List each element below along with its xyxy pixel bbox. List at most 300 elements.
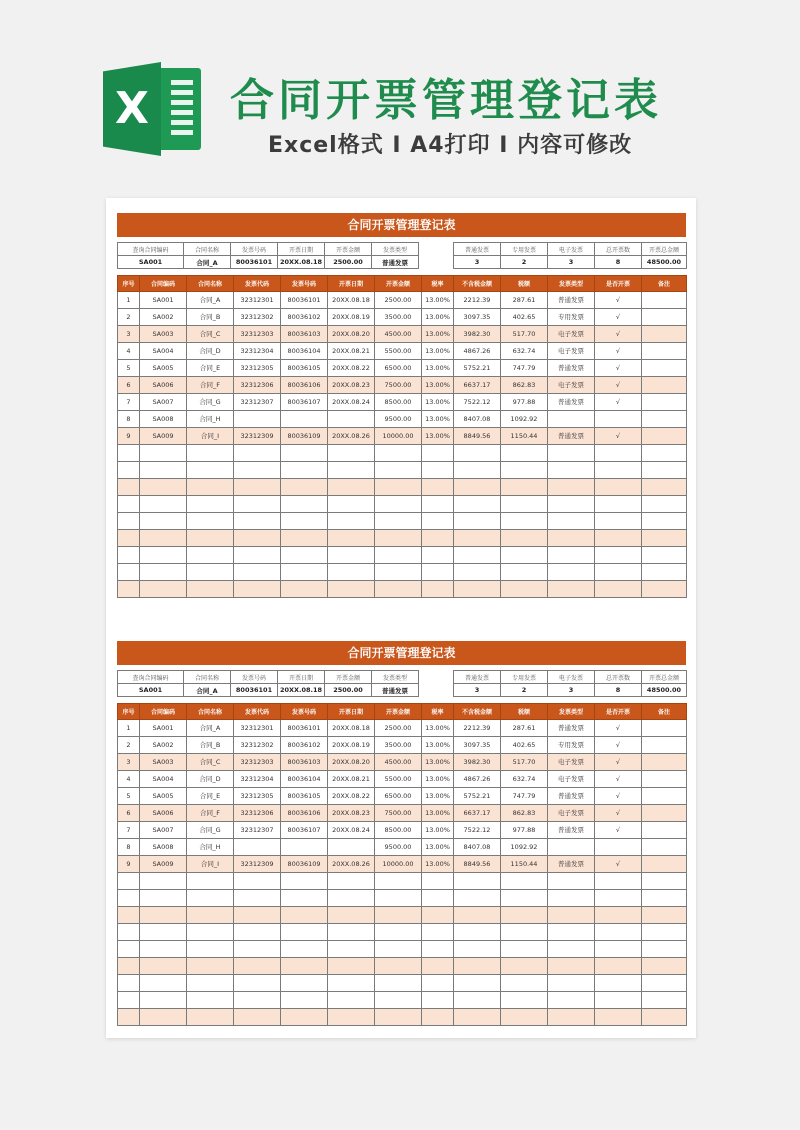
- table-cell: [642, 563, 687, 580]
- table-cell: [422, 923, 454, 940]
- table-cell: 80036101: [281, 719, 328, 736]
- table-cell: 电子发票: [548, 376, 595, 393]
- table-cell: 80036107: [281, 821, 328, 838]
- table-cell: [454, 957, 501, 974]
- table-cell: [328, 580, 375, 597]
- table-cell: 402.65: [501, 308, 548, 325]
- table-cell: [501, 889, 548, 906]
- column-header: 发票代码: [234, 275, 281, 291]
- table-cell: √: [595, 376, 642, 393]
- summary-label: 总开票数: [595, 243, 642, 256]
- table-cell: [595, 546, 642, 563]
- table-cell: [375, 957, 422, 974]
- table-cell: 32312306: [234, 804, 281, 821]
- table-cell: [454, 563, 501, 580]
- table-cell: [501, 974, 548, 991]
- table-cell: 3: [118, 753, 140, 770]
- table-cell: √: [595, 753, 642, 770]
- table-cell: [501, 529, 548, 546]
- table-cell: 2500.00: [375, 719, 422, 736]
- table-cell: 32312307: [234, 821, 281, 838]
- table-cell: 1: [118, 719, 140, 736]
- table-cell: [548, 563, 595, 580]
- table-cell: 4500.00: [375, 753, 422, 770]
- table-cell: 13.00%: [422, 410, 454, 427]
- table-cell: [501, 991, 548, 1008]
- table-cell: [642, 308, 687, 325]
- table-cell: [234, 838, 281, 855]
- table-cell: 4867.26: [454, 342, 501, 359]
- table-cell: 4: [118, 342, 140, 359]
- table-cell: [642, 427, 687, 444]
- table-cell: [548, 838, 595, 855]
- table-cell: 13.00%: [422, 821, 454, 838]
- table-cell: 合同_G: [187, 393, 234, 410]
- table-cell: [328, 991, 375, 1008]
- table-cell: 20XX.08.24: [328, 821, 375, 838]
- column-header: 不含税金额: [454, 275, 501, 291]
- table-cell: [118, 478, 140, 495]
- table-cell: 13.00%: [422, 376, 454, 393]
- table-cell: [595, 838, 642, 855]
- table-cell: [140, 580, 187, 597]
- summary-value: 20XX.08.18: [278, 256, 325, 269]
- table-cell: [281, 495, 328, 512]
- table-cell: [118, 872, 140, 889]
- table-cell: SA004: [140, 342, 187, 359]
- table-cell: [118, 529, 140, 546]
- table-cell: 普通发票: [548, 291, 595, 308]
- table-cell: [375, 495, 422, 512]
- table-cell: [548, 957, 595, 974]
- column-header: 序号: [118, 275, 140, 291]
- summary-label: 发票类型: [372, 243, 419, 256]
- table-cell: [642, 342, 687, 359]
- table-cell: 13.00%: [422, 719, 454, 736]
- table-cell: [501, 957, 548, 974]
- table-cell: [281, 991, 328, 1008]
- table-cell: [595, 872, 642, 889]
- table-cell: [328, 957, 375, 974]
- table-cell: 5500.00: [375, 770, 422, 787]
- table-cell: 5: [118, 359, 140, 376]
- table-cell: [140, 546, 187, 563]
- table-row: [118, 770, 687, 787]
- table-cell: [642, 770, 687, 787]
- table-cell: √: [595, 427, 642, 444]
- table-cell: 9: [118, 855, 140, 872]
- table-cell: [548, 410, 595, 427]
- table-cell: 合同_F: [187, 376, 234, 393]
- table-cell: [118, 974, 140, 991]
- summary-label: 开票金额: [325, 671, 372, 684]
- table-cell: 4500.00: [375, 325, 422, 342]
- table-cell: 6500.00: [375, 787, 422, 804]
- table-cell: [140, 512, 187, 529]
- table-cell: [187, 461, 234, 478]
- table-cell: 普通发票: [548, 719, 595, 736]
- table-cell: [234, 410, 281, 427]
- table-cell: 862.83: [501, 376, 548, 393]
- table-cell: [375, 991, 422, 1008]
- table-cell: [454, 923, 501, 940]
- column-header: 发票代码: [234, 703, 281, 719]
- table-cell: 普通发票: [548, 855, 595, 872]
- table-cell: 20XX.08.21: [328, 770, 375, 787]
- table-cell: [422, 529, 454, 546]
- table-cell: [140, 957, 187, 974]
- table-cell: 20XX.08.22: [328, 787, 375, 804]
- table-cell: 3982.30: [454, 325, 501, 342]
- table-cell: [642, 1008, 687, 1025]
- table-cell: 13.00%: [422, 753, 454, 770]
- table-cell: 287.61: [501, 719, 548, 736]
- table-cell: [548, 991, 595, 1008]
- table-row: [118, 495, 687, 512]
- table-row: [118, 546, 687, 563]
- table-cell: [642, 855, 687, 872]
- table-cell: [422, 872, 454, 889]
- table-cell: [595, 410, 642, 427]
- summary-value: 普通发票: [372, 684, 419, 697]
- table-cell: [375, 940, 422, 957]
- table-cell: [234, 974, 281, 991]
- summary-value: 3: [454, 684, 501, 697]
- column-header: 序号: [118, 703, 140, 719]
- column-header: 合同编码: [140, 703, 187, 719]
- table-cell: [234, 1008, 281, 1025]
- table-cell: 8849.56: [454, 855, 501, 872]
- table-cell: [642, 906, 687, 923]
- table-cell: [501, 923, 548, 940]
- table-cell: [281, 529, 328, 546]
- table-cell: [422, 580, 454, 597]
- table-row: [118, 1008, 687, 1025]
- table-cell: [140, 461, 187, 478]
- table-cell: [501, 546, 548, 563]
- table-cell: [422, 906, 454, 923]
- table-cell: [642, 478, 687, 495]
- invoice-table: [117, 703, 687, 1026]
- table-cell: [281, 957, 328, 974]
- summary-value: 8: [595, 684, 642, 697]
- table-cell: 合同_C: [187, 325, 234, 342]
- table-cell: 80036106: [281, 376, 328, 393]
- table-cell: [422, 957, 454, 974]
- sheet-title: 合同开票管理登记表: [117, 641, 686, 665]
- page-title: 合同开票管理登记表: [230, 75, 662, 126]
- table-cell: [375, 461, 422, 478]
- table-cell: 合同_E: [187, 787, 234, 804]
- table-cell: 合同_G: [187, 821, 234, 838]
- table-cell: SA006: [140, 804, 187, 821]
- table-cell: 80036109: [281, 427, 328, 444]
- table-cell: [501, 580, 548, 597]
- table-cell: [328, 478, 375, 495]
- table-cell: 合同_H: [187, 838, 234, 855]
- table-cell: 80036107: [281, 393, 328, 410]
- table-row: [118, 512, 687, 529]
- table-cell: [548, 529, 595, 546]
- table-cell: √: [595, 291, 642, 308]
- table-row: [118, 719, 687, 736]
- table-cell: [642, 410, 687, 427]
- table-cell: 32312301: [234, 291, 281, 308]
- summary-label: 查询合同编码: [118, 243, 184, 256]
- summary-label: 开票日期: [278, 671, 325, 684]
- table-cell: 13.00%: [422, 427, 454, 444]
- table-cell: SA006: [140, 376, 187, 393]
- table-cell: [548, 461, 595, 478]
- summary-label: 开票金额: [325, 243, 372, 256]
- table-row: [118, 291, 687, 308]
- table-cell: 20XX.08.21: [328, 342, 375, 359]
- table-cell: [328, 940, 375, 957]
- table-cell: 6: [118, 376, 140, 393]
- table-cell: [454, 889, 501, 906]
- table-cell: 13.00%: [422, 291, 454, 308]
- table-cell: 20XX.08.19: [328, 308, 375, 325]
- table-cell: [140, 974, 187, 991]
- summary-value: 合同_A: [184, 684, 231, 697]
- table-cell: 7500.00: [375, 376, 422, 393]
- table-cell: 合同_I: [187, 427, 234, 444]
- table-cell: √: [595, 359, 642, 376]
- table-cell: 13.00%: [422, 342, 454, 359]
- column-header: 发票号码: [281, 703, 328, 719]
- table-cell: [328, 1008, 375, 1025]
- table-cell: [140, 563, 187, 580]
- table-cell: 32312302: [234, 736, 281, 753]
- table-cell: 32312305: [234, 359, 281, 376]
- table-cell: 20XX.08.26: [328, 427, 375, 444]
- table-cell: [642, 393, 687, 410]
- table-cell: 32312307: [234, 393, 281, 410]
- table-cell: SA003: [140, 753, 187, 770]
- table-cell: [328, 410, 375, 427]
- table-cell: √: [595, 325, 642, 342]
- table-cell: [422, 563, 454, 580]
- table-cell: [642, 804, 687, 821]
- summary-label: 电子发票: [548, 671, 595, 684]
- table-cell: 20XX.08.20: [328, 325, 375, 342]
- table-cell: [642, 291, 687, 308]
- table-cell: 32312309: [234, 855, 281, 872]
- register-table-2: [117, 641, 686, 1026]
- table-cell: √: [595, 393, 642, 410]
- table-cell: SA008: [140, 838, 187, 855]
- table-cell: 7522.12: [454, 821, 501, 838]
- column-header: 合同名称: [187, 275, 234, 291]
- table-cell: [118, 889, 140, 906]
- table-cell: 1150.44: [501, 427, 548, 444]
- table-cell: [422, 1008, 454, 1025]
- summary-label: 普通发票: [454, 243, 501, 256]
- table-cell: 合同_B: [187, 308, 234, 325]
- table-cell: [118, 580, 140, 597]
- table-cell: [187, 923, 234, 940]
- summary-table: [117, 670, 687, 703]
- table-cell: [234, 991, 281, 1008]
- table-cell: 80036103: [281, 325, 328, 342]
- table-row: [118, 478, 687, 495]
- table-cell: 7: [118, 821, 140, 838]
- table-cell: [501, 940, 548, 957]
- summary-label: 发票号码: [231, 671, 278, 684]
- excel-logo-icon: [103, 62, 203, 156]
- table-cell: [642, 838, 687, 855]
- table-cell: 517.70: [501, 753, 548, 770]
- table-cell: 20XX.08.20: [328, 753, 375, 770]
- table-cell: 13.00%: [422, 855, 454, 872]
- table-cell: 32312301: [234, 719, 281, 736]
- table-cell: [595, 580, 642, 597]
- table-row: [118, 804, 687, 821]
- table-cell: [595, 923, 642, 940]
- table-cell: [642, 957, 687, 974]
- column-header: 发票类型: [548, 275, 595, 291]
- summary-label: 合同名称: [184, 671, 231, 684]
- table-cell: 2: [118, 736, 140, 753]
- summary-value: SA001: [118, 684, 184, 697]
- table-cell: [140, 940, 187, 957]
- table-cell: SA001: [140, 719, 187, 736]
- table-cell: [501, 1008, 548, 1025]
- register-table-1: [117, 213, 686, 598]
- table-cell: [501, 512, 548, 529]
- table-cell: [328, 563, 375, 580]
- table-cell: [375, 906, 422, 923]
- summary-gap: [419, 243, 454, 256]
- table-cell: 普通发票: [548, 427, 595, 444]
- table-cell: [642, 529, 687, 546]
- summary-label: 开票总金额: [642, 243, 687, 256]
- table-cell: 13.00%: [422, 359, 454, 376]
- table-cell: [595, 529, 642, 546]
- summary-gap: [419, 671, 454, 684]
- table-cell: 13.00%: [422, 838, 454, 855]
- table-cell: 402.65: [501, 736, 548, 753]
- table-cell: [328, 889, 375, 906]
- table-cell: [375, 529, 422, 546]
- table-cell: [642, 325, 687, 342]
- table-cell: [642, 546, 687, 563]
- table-row: [118, 529, 687, 546]
- table-cell: 287.61: [501, 291, 548, 308]
- table-cell: [187, 974, 234, 991]
- table-row: [118, 821, 687, 838]
- table-row: [118, 393, 687, 410]
- table-cell: 13.00%: [422, 393, 454, 410]
- table-cell: 2212.39: [454, 291, 501, 308]
- table-cell: [140, 495, 187, 512]
- table-cell: SA007: [140, 393, 187, 410]
- table-cell: [328, 906, 375, 923]
- table-cell: SA002: [140, 308, 187, 325]
- summary-row: [118, 243, 687, 256]
- table-cell: [234, 957, 281, 974]
- table-cell: 32312305: [234, 787, 281, 804]
- table-cell: [454, 906, 501, 923]
- table-cell: 20XX.08.18: [328, 719, 375, 736]
- table-cell: [328, 923, 375, 940]
- column-header: 税率: [422, 275, 454, 291]
- table-cell: [548, 546, 595, 563]
- table-cell: [118, 991, 140, 1008]
- table-cell: [375, 889, 422, 906]
- table-cell: [281, 838, 328, 855]
- table-cell: [140, 923, 187, 940]
- table-cell: 合同_B: [187, 736, 234, 753]
- table-cell: 8: [118, 838, 140, 855]
- table-cell: 合同_A: [187, 719, 234, 736]
- table-row: [118, 787, 687, 804]
- table-cell: 合同_C: [187, 753, 234, 770]
- table-cell: [642, 991, 687, 1008]
- table-cell: SA005: [140, 787, 187, 804]
- table-cell: 747.79: [501, 787, 548, 804]
- table-cell: [375, 923, 422, 940]
- table-cell: [328, 444, 375, 461]
- table-cell: [281, 410, 328, 427]
- table-cell: [422, 940, 454, 957]
- table-cell: [595, 957, 642, 974]
- table-cell: [642, 821, 687, 838]
- table-cell: [281, 889, 328, 906]
- table-cell: 20XX.08.26: [328, 855, 375, 872]
- table-cell: [422, 974, 454, 991]
- table-cell: [187, 906, 234, 923]
- column-header: 开票日期: [328, 703, 375, 719]
- table-cell: 普通发票: [548, 787, 595, 804]
- table-cell: [187, 512, 234, 529]
- table-cell: 1092.92: [501, 838, 548, 855]
- table-cell: [548, 923, 595, 940]
- table-cell: 13.00%: [422, 770, 454, 787]
- table-cell: [422, 495, 454, 512]
- table-cell: 80036102: [281, 308, 328, 325]
- summary-label: 开票总金额: [642, 671, 687, 684]
- table-cell: [234, 906, 281, 923]
- table-cell: [140, 872, 187, 889]
- table-cell: 合同_H: [187, 410, 234, 427]
- table-cell: 80036109: [281, 855, 328, 872]
- table-cell: [140, 478, 187, 495]
- table-cell: 合同_D: [187, 770, 234, 787]
- table-cell: 20XX.08.23: [328, 376, 375, 393]
- summary-value: 3: [548, 256, 595, 269]
- table-cell: [548, 889, 595, 906]
- table-cell: 合同_F: [187, 804, 234, 821]
- table-cell: [422, 546, 454, 563]
- table-cell: [595, 563, 642, 580]
- table-cell: 3500.00: [375, 736, 422, 753]
- table-cell: [642, 736, 687, 753]
- table-cell: 5: [118, 787, 140, 804]
- table-row: [118, 461, 687, 478]
- table-cell: [422, 444, 454, 461]
- summary-row: [118, 684, 687, 697]
- table-row: [118, 923, 687, 940]
- summary-value: 20XX.08.18: [278, 684, 325, 697]
- table-cell: [642, 940, 687, 957]
- column-header: 是否开票: [595, 703, 642, 719]
- table-cell: 20XX.08.24: [328, 393, 375, 410]
- summary-value: 2500.00: [325, 684, 372, 697]
- table-row: [118, 906, 687, 923]
- table-cell: √: [595, 787, 642, 804]
- table-cell: [501, 478, 548, 495]
